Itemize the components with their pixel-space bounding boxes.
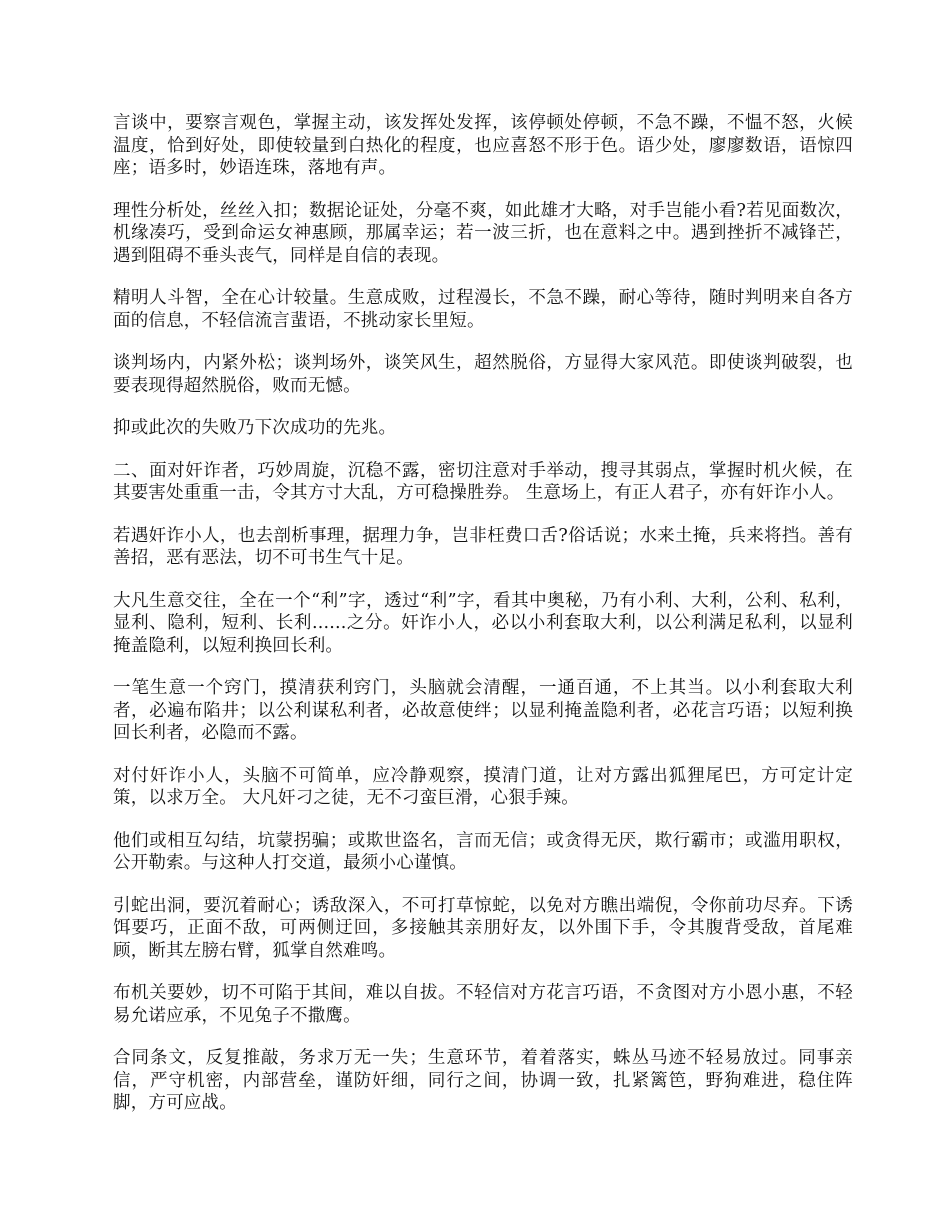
paragraph-4: 谈判场内，内紧外松；谈判场外，谈笑风生，超然脱俗，方显得大家风范。即使谈判破裂，也要表现得超然脱俗，败而无憾。	[113, 353, 853, 396]
paragraph-14: 合同条文，反复推敲，务求万无一失；生意环节，着着落实，蛛丛马迹不轻易放过。同事亲信，严守机密，内部营垒，谨防奸细，同行之间，协调一致，扎紧篱笆，野狗难进，稳住阵脚，方可应战。	[113, 1048, 853, 1113]
paragraph-11: 他们或相互勾结，坑蒙拐骗；或欺世盗名，言而无信；或贪得无厌，欺行霸市；或滥用职权，公开勒索。与这种人打交道，最须小心谨慎。	[113, 830, 853, 873]
paragraph-12: 引蛇出洞，要沉着耐心；诱敌深入，不可打草惊蛇，以免对方瞧出端倪，令你前功尽弃。下诱饵要巧，正面不敌，可两侧迂回，多接触其亲朋好友，以外围下手，令其腹背受敌，首尾难顾，断其左膀右臂，狐掌自然难鸣。	[113, 895, 853, 961]
paragraph-6: 二、面对奸诈者，巧妙周旋，沉稳不露，密切注意对手举动，搜寻其弱点，掌握时机火候，在其要害处重重一击，令其方寸大乱，方可稳操胜券。 生意场上，有正人君子，亦有奸诈小人。	[113, 460, 853, 503]
paragraph-7: 若遇奸诈小人，也去剖析事理，据理力争，岂非枉费口舌?俗话说；水来土掩，兵来将挡。善有善招，恶有恶法，切不可书生气十足。	[113, 525, 853, 568]
paragraph-9: 一笔生意一个窍门，摸清获利窍门，头脑就会清醒，一通百通，不上其当。以小利套取大利者，必遍布陷井；以公利谋私利者，必故意使绊；以显利掩盖隐利者，必花言巧语；以短利换回长利者，必隐而不露。	[113, 678, 853, 743]
paragraph-13: 布机关要妙，切不可陷于其间，难以自拔。不轻信对方花言巧语，不贪图对方小恩小惠，不轻易允诺应承，不见兔子不撒鹰。	[113, 983, 853, 1026]
document-body	[113, 112, 853, 1135]
paragraph-8: 大凡生意交往，全在一个“利”字，透过“利”字，看其中奥秘，乃有小利、大利，公利、私利，显利、隐利，短利、长利......之分。奸诈小人，必以小利套取大利，以公利满足私利，以显利掩盖隐利，以短利换回长利。	[113, 590, 853, 656]
paragraph-5: 抑或此次的失败乃下次成功的先兆。	[113, 418, 397, 438]
paragraph-3: 精明人斗智，全在心计较量。生意成败，过程漫长，不急不躁，耐心等待，随时判明来自各方面的信息，不轻信流言蜚语，不挑动家长里短。	[113, 288, 853, 331]
paragraph-2: 理性分析处，丝丝入扣；数据论证处，分毫不爽，如此雄才大略，对手岂能小看?若见面数次，机缘凑巧，受到命运女神惠顾，那属幸运；若一波三折，也在意料之中。遇到挫折不减锋芒，遇到阻碍不垂头丧气，同样是自信的表现。	[113, 200, 853, 266]
paragraph-10: 对付奸诈小人，头脑不可简单，应冷静观察，摸清门道，让对方露出狐狸尾巴，方可定计定策，以求万全。 大凡奸刁之徒，无不刁蛮巨滑，心狠手辣。	[113, 765, 853, 808]
paragraph-1: 言谈中，要察言观色，掌握主动，该发挥处发挥，该停顿处停顿，不急不躁，不愠不怒，火候温度，恰到好处，即使较量到白热化的程度，也应喜怒不形于色。语少处，廖廖数语，语惊四座；语多时，妙语连珠，落地有声。	[113, 113, 853, 178]
